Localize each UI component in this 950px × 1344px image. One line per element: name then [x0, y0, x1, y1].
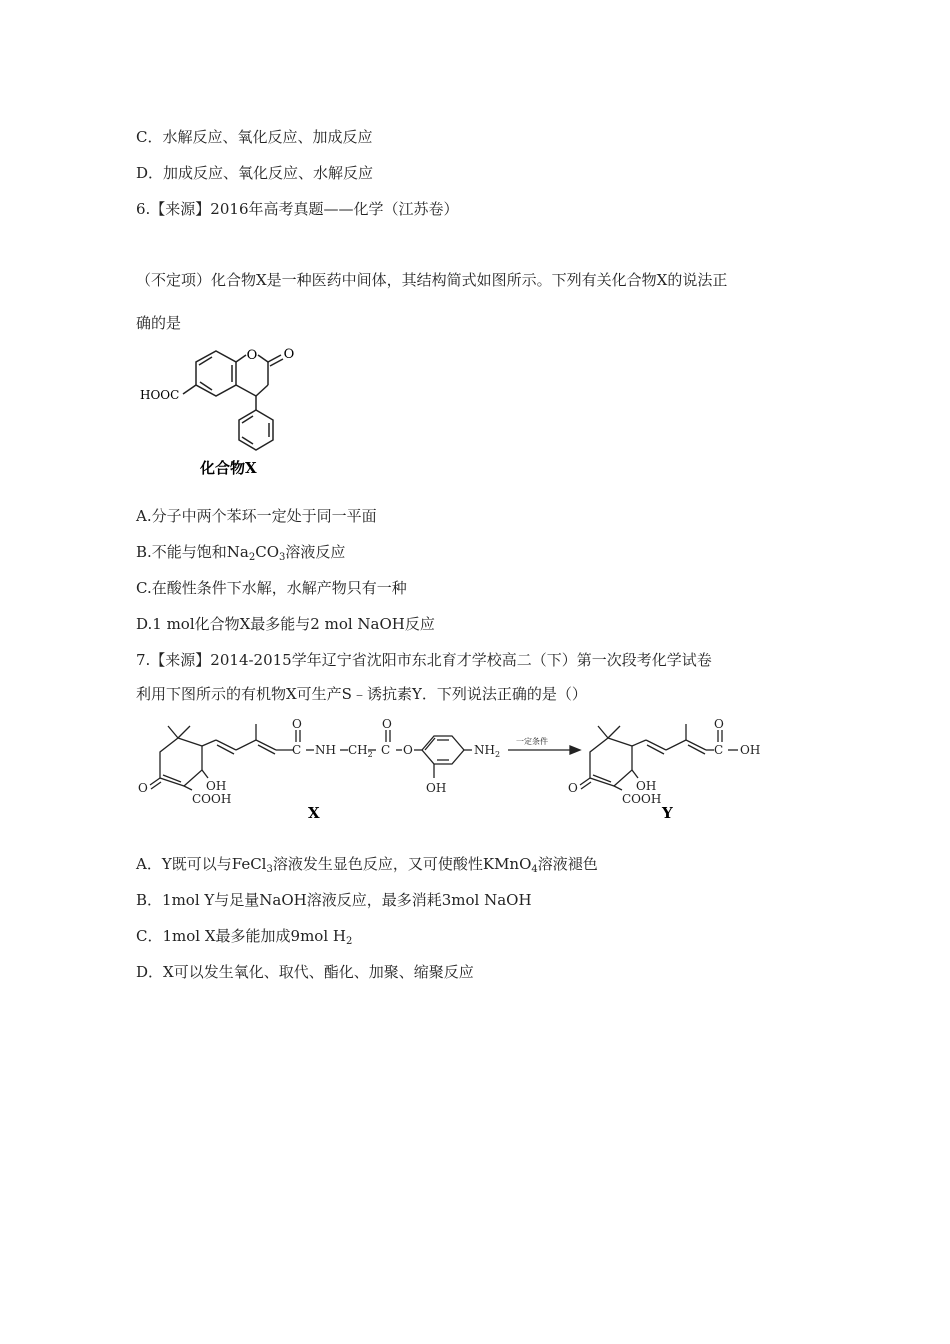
prev-option-c: C．水解反应、氧化反应、加成反应: [136, 128, 373, 146]
q7-option-a: A．Y既可以与FeCl$_3$溶液发生显色反应，又可使酸性KMnO$_4$溶液褪色: [136, 855, 598, 875]
q7-option-c: C．1mol X最多能加成9mol $H_2$: [136, 927, 353, 947]
y-compound-label: Y: [662, 804, 673, 822]
q6-option-c: C.在酸性条件下水解，水解产物只有一种: [136, 579, 407, 597]
x-phenol-oh-label: OH: [426, 781, 447, 795]
x-compound-label: X: [308, 804, 320, 822]
y-acid-carbon: C: [714, 743, 724, 757]
compound-x-structure-figure: [136, 338, 316, 486]
x-ring-oxygen: O: [138, 781, 148, 795]
y-acid-oh-label: OH: [740, 743, 761, 757]
compound-x-carbonyl-oxygen: O: [283, 347, 295, 362]
compound-x-hooc-label: HOOC: [140, 388, 180, 402]
q6-option-a: A.分子中两个苯环一定处于同一平面: [136, 507, 377, 525]
y-hydroxyl-label: OH: [636, 779, 657, 793]
x-ester-oxygen: O: [382, 717, 392, 731]
y-ring-oxygen: O: [568, 781, 578, 795]
q6-stem-line2: 确的是: [136, 314, 182, 332]
x-nh2-label: $NH_2$: [474, 743, 501, 759]
x-amide-carbon: C: [292, 743, 302, 757]
q6-stem-line1: （不定项）化合物X是一种医药中间体，其结构简式如图所示。下列有关化合物X的说法正: [136, 271, 728, 289]
prev-option-d: D．加成反应、氧化反应、水解反应: [136, 164, 374, 182]
q6-source: 6.【来源】2016年高考真题——化学（江苏卷）: [136, 200, 459, 218]
x-hydroxyl-label: OH: [206, 779, 227, 793]
q6-option-b: B.不能与饱和$Na_2CO_3$溶液反应: [136, 543, 346, 563]
y-acid-oxygen: O: [714, 717, 724, 731]
compound-x-ring-oxygen: O: [246, 348, 258, 363]
q7-stem: 利用下图所示的有机物X可生产S﹣诱抗素Y．下列说法正确的是（）: [136, 685, 587, 703]
arrow-condition-label: 一定条件: [516, 737, 548, 746]
x-nh-label: NH: [315, 743, 336, 757]
x-ester-carbon: C: [381, 743, 391, 757]
x-ch2-label: $CH_2$: [348, 743, 373, 759]
q7-option-b: B．1mol Y与足量NaOH溶液反应，最多消耗3mol NaOH: [136, 891, 532, 909]
q7-option-d: D．X可以发生氧化、取代、酯化、加聚、缩聚反应: [136, 963, 474, 981]
q7-source: 7.【来源】2014-2015学年辽宁省沈阳市东北育才学校高二（下）第一次段考化学试卷: [136, 651, 712, 669]
reaction-scheme-figure: [130, 712, 780, 824]
compound-x-caption: 化合物X: [200, 459, 257, 477]
x-amide-oxygen: O: [292, 717, 302, 731]
x-cooh-label: COOH: [192, 792, 232, 806]
y-cooh-label: COOH: [622, 792, 662, 806]
x-link-oxygen: O: [403, 743, 413, 757]
q6-option-d: D.1 mol化合物X最多能与2 mol NaOH反应: [136, 615, 435, 633]
